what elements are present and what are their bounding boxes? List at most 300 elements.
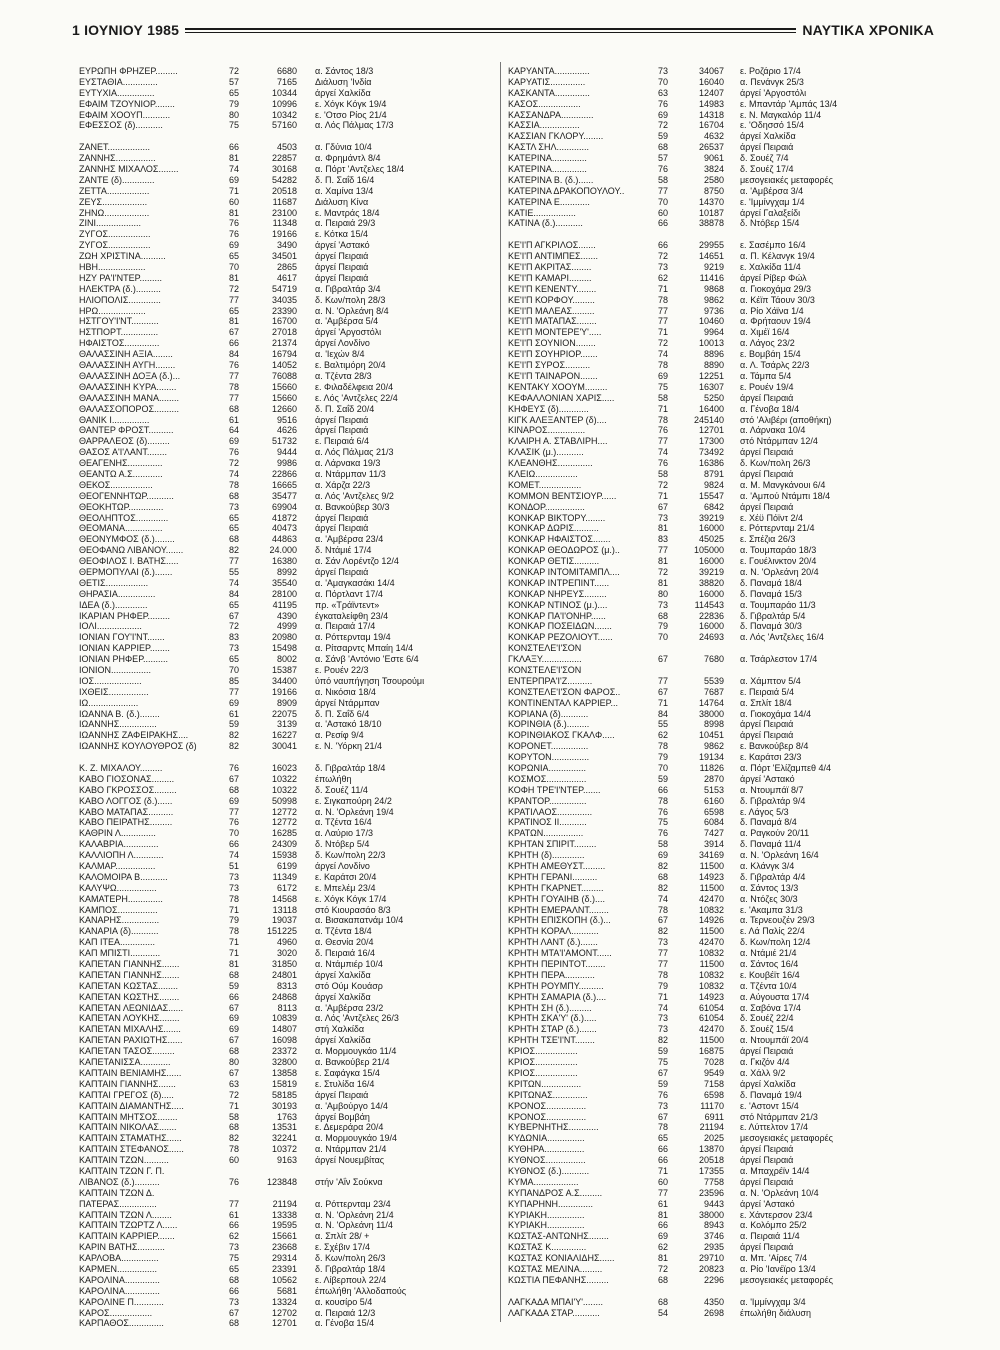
ship-tonnage: 8002 bbox=[276, 654, 297, 665]
ship-name: ΙΟΝΙΟΝ................ bbox=[79, 664, 152, 675]
ship-row bbox=[508, 1035, 933, 1046]
ship-row bbox=[508, 436, 933, 447]
ship-name: ΙΟΛΙ.................. bbox=[79, 621, 142, 632]
ship-row bbox=[79, 262, 494, 273]
ship-tonnage: 16307 bbox=[698, 381, 724, 392]
ship-row bbox=[508, 556, 933, 567]
ship-name: ΚΡΙΤΩΝΑΣ.............. bbox=[508, 1089, 588, 1100]
ship-name: ΚΟΝΤΙΝΕΝΤΑΛ ΚΑΡΡΙΕΡ... bbox=[508, 697, 618, 708]
ship-name: ΕΦΑΙΜ ΤΖΟΥΝΙΟΡ........ bbox=[79, 98, 175, 109]
ship-tonnage: 38878 bbox=[698, 218, 724, 229]
ship-location: ε. Πειραιά 5/4 bbox=[740, 686, 795, 697]
ship-year: 77 bbox=[658, 959, 669, 970]
ship-tonnage: 23100 bbox=[271, 207, 297, 218]
ship-name: ΚΡΑΤΙΛΑΟΣ.............. bbox=[508, 806, 593, 817]
ship-name: ΙΩΑΝΝΗΣ ΖΑΦΕΙΡΑΚΗΣ.... bbox=[79, 730, 189, 741]
ship-row bbox=[508, 513, 933, 524]
ship-year: 66 bbox=[658, 784, 669, 795]
ship-year: 63 bbox=[229, 1078, 240, 1089]
ship-location: α. Σάντος 16/4 bbox=[740, 959, 799, 970]
ship-tonnage: 42470 bbox=[698, 937, 724, 948]
ship-row bbox=[508, 861, 933, 872]
ship-name: ΚΥΠΑΝΔΡΟΣ Α.Σ......... bbox=[508, 1187, 603, 1198]
ship-location: α. Σάντος 18/3 bbox=[315, 66, 374, 76]
ship-name: ΚΑΡΜΕΝ................ bbox=[79, 1263, 158, 1274]
ship-tonnage: 6084 bbox=[703, 817, 724, 828]
ship-name: ΘΕΑΓΕΝΗΣ.............. bbox=[79, 458, 163, 469]
ship-name: ΚΑΠΤΑΙΝ ΝΙΚΟΛΑΣ....... bbox=[79, 1122, 177, 1133]
ship-row bbox=[79, 796, 494, 807]
ship-location: α. 'Αμπού Ντάμπι 18/4 bbox=[740, 490, 831, 501]
ship-year: 68 bbox=[658, 610, 669, 621]
ship-name: ΘΕΟΚΗΤΩΡ.............. bbox=[79, 501, 164, 512]
ship-year: 82 bbox=[658, 1035, 669, 1046]
ship-tonnage: 2580 bbox=[703, 174, 724, 185]
ship-tonnage: 9964 bbox=[703, 327, 724, 338]
ship-tonnage: 16040 bbox=[698, 76, 724, 87]
ship-row bbox=[79, 436, 494, 447]
ship-tonnage: 5153 bbox=[703, 784, 724, 795]
ship-location: άργεί Χαλκίδα bbox=[740, 131, 796, 142]
ship-name: ΚΛΑΣΙΚ (μ.)........... bbox=[508, 447, 584, 458]
ship-row bbox=[508, 338, 933, 349]
ship-location: α. Μορμουγκάο 11/4 bbox=[315, 1046, 397, 1057]
ship-row bbox=[508, 1101, 933, 1112]
ship-year: 65 bbox=[658, 1133, 669, 1144]
ship-year: 65 bbox=[229, 1263, 240, 1274]
ship-tonnage: 15547 bbox=[698, 490, 724, 501]
ship-row bbox=[508, 480, 933, 491]
ship-tonnage: 4632 bbox=[703, 131, 724, 142]
ship-row bbox=[79, 926, 494, 937]
ship-tonnage: 10832 bbox=[698, 904, 724, 915]
ship-tonnage: 3824 bbox=[703, 164, 724, 175]
ship-year: 59 bbox=[658, 773, 669, 784]
ship-tonnage: 151225 bbox=[266, 926, 297, 937]
ship-row bbox=[79, 425, 494, 436]
ship-name: ΚΕ'Ι'Π ΜΑΛΕΑΣ......... bbox=[508, 305, 595, 316]
ship-tonnage: 6598 bbox=[703, 1089, 724, 1100]
ship-year: 76 bbox=[658, 458, 669, 469]
ship-year: 71 bbox=[658, 697, 669, 708]
ship-year: 77 bbox=[229, 294, 240, 305]
ship-row bbox=[508, 730, 933, 741]
ship-location: α. Λός 'Αντζελες 26/3 bbox=[315, 1013, 399, 1024]
ship-name: ΚΑΛΟΜΟΙΡΑ Β........... bbox=[79, 871, 168, 882]
ship-tonnage: 19134 bbox=[698, 752, 724, 763]
ship-location: α. Σαβόνα 17/4 bbox=[740, 1002, 801, 1013]
ship-tonnage: 23391 bbox=[271, 1263, 297, 1274]
ship-tonnage: 9986 bbox=[276, 458, 297, 469]
ship-row bbox=[79, 338, 494, 349]
ship-name: ΚΕΝΤΑΚΥ ΧΟΟΥΜ......... bbox=[508, 381, 608, 392]
ship-row bbox=[79, 66, 494, 77]
ship-location: δ. Πειραιά 16/4 bbox=[315, 948, 376, 959]
ship-year: 71 bbox=[658, 1165, 669, 1176]
ship-row bbox=[508, 894, 933, 905]
ship-location: μεσογειακές μεταφορές bbox=[740, 1274, 833, 1285]
ship-tonnage: 11170 bbox=[700, 1100, 724, 1111]
ship-year: 66 bbox=[658, 1220, 669, 1231]
ship-name: ΚΑΛΜΑΡ................ bbox=[79, 861, 156, 872]
ship-tonnage: 10996 bbox=[271, 98, 297, 109]
ship-year: 81 bbox=[229, 959, 240, 970]
ship-row bbox=[508, 774, 933, 785]
ship-name: ΚΩΣΤΑΣ ΜΕΛΙΝΑ......... bbox=[508, 1263, 603, 1274]
ship-row bbox=[79, 970, 494, 981]
ship-tonnage: 19166 bbox=[271, 229, 297, 240]
ship-row bbox=[508, 632, 933, 643]
ship-row bbox=[79, 1297, 494, 1308]
ship-year: 62 bbox=[658, 272, 669, 283]
ship-location: δ. Κων/πολη 12/4 bbox=[740, 937, 811, 948]
ship-row bbox=[508, 175, 933, 186]
ship-year: 82 bbox=[658, 882, 669, 893]
ship-name: ΚΡΑΝΤΟΡ............... bbox=[508, 795, 587, 806]
ship-name: ΚΑΠΕΤΑΝ ΡΑΧΙΩΤΗΣ...... bbox=[79, 1035, 183, 1046]
ship-row bbox=[79, 807, 494, 818]
ship-name: ΚΑΠΤΑΙΝ ΤΖΩΝ Δ. bbox=[79, 1187, 155, 1198]
ship-location: α. Ντάμιέ 21/4 bbox=[740, 948, 797, 959]
ship-tonnage: 15661 bbox=[271, 1231, 297, 1242]
ship-location: ε. Γουέλινκτον 20/4 bbox=[740, 556, 817, 567]
ship-tonnage: 9549 bbox=[703, 1067, 724, 1078]
ship-name: ΘΑΛΑΣΣΙΝΗ ΜΑΝΑ........ bbox=[79, 392, 179, 403]
ship-year: 78 bbox=[658, 414, 669, 425]
ship-year: 76 bbox=[229, 1176, 240, 1187]
ship-location: α. Σπλίτ 28/ + bbox=[315, 1231, 370, 1242]
ship-row bbox=[79, 415, 494, 426]
ship-row bbox=[79, 621, 494, 632]
ship-name: ΚΡΗΤΗ ΑΜΕΘΥΣΤ......... bbox=[508, 861, 606, 872]
ship-name: ΘΕΡΜΟΠΥΛΑΙ (δ.)....... bbox=[79, 566, 173, 577]
ship-row bbox=[508, 719, 933, 730]
ship-tonnage: 9862 bbox=[703, 294, 724, 305]
ship-row bbox=[79, 469, 494, 480]
ship-name: ΚΟΝΚΑΡ ΙΝΤΡΕΠΙΝΤ...... bbox=[508, 577, 610, 588]
ship-name: ΙΟΝΙΑΝ ΡΗΦΕΡ.......... bbox=[79, 654, 169, 665]
ship-location: άργεί Χαλκίδα bbox=[315, 969, 371, 980]
ship-location: άργεί Πειραιά bbox=[315, 512, 369, 523]
ship-name: ΙΟΣ................... bbox=[79, 675, 142, 686]
ship-tonnage: 3490 bbox=[276, 240, 297, 251]
ship-location: ε. Ρόττερνταμ 21/4 bbox=[740, 523, 815, 534]
ship-year: 70 bbox=[658, 763, 669, 773]
ship-row bbox=[508, 1275, 933, 1286]
ship-name: ΚΕ'Ι'Π ΑΝΤΙΜΠΕΣ....... bbox=[508, 251, 599, 262]
ship-location: α. Ντάρμπαν 21/4 bbox=[315, 1144, 387, 1155]
ship-row bbox=[508, 110, 933, 121]
ship-name: ΚΑΣΟΣ................. bbox=[508, 98, 581, 109]
ship-location: έπωλήθη bbox=[315, 773, 352, 784]
ship-row bbox=[508, 1177, 933, 1188]
ship-year: 76 bbox=[658, 828, 669, 839]
ship-tonnage: 61054 bbox=[698, 1002, 724, 1013]
ship-location: α. Ντάμπιέρ 10/4 bbox=[315, 959, 383, 970]
ship-tonnage: 20518 bbox=[698, 1155, 724, 1166]
ship-year: 84 bbox=[229, 588, 240, 599]
ship-name: ΚΡΗΤΗ ΓΚΑΡΝΕΤ......... bbox=[508, 882, 604, 893]
ship-year: 72 bbox=[658, 338, 669, 349]
ship-location: άργεί Πειραιά bbox=[740, 392, 794, 403]
ship-tonnage: 8909 bbox=[276, 697, 297, 708]
ship-name: ΗΣΤΓΟΥ'Ι'ΝΤ........... bbox=[79, 316, 159, 327]
ship-row bbox=[79, 709, 494, 720]
ship-tonnage: 245140 bbox=[693, 414, 724, 425]
ship-year: 66 bbox=[658, 240, 669, 251]
ship-name: ΚΕ'Ι'Π ΜΑΤΑΠΑΣ........ bbox=[508, 316, 597, 327]
ship-location: Διάλυση 'Ινδία bbox=[315, 76, 372, 87]
ship-tonnage: 21194 bbox=[272, 1198, 297, 1209]
ship-name: ΙΚΑΡΙΑΝ ΡΗΦΕΡ......... bbox=[79, 610, 171, 621]
ship-name: ΚΡΑΤΙΝΟΣ ΙΙ........... bbox=[508, 817, 587, 828]
ship-tonnage: 10839 bbox=[271, 1013, 297, 1024]
ship-name: ΚΑΡΠΑΘΟΣ.............. bbox=[79, 1318, 164, 1329]
ship-location: α. Λάγος 23/2 bbox=[740, 338, 795, 349]
ship-tonnage: 10013 bbox=[698, 338, 724, 349]
ship-tonnage: 10344 bbox=[271, 87, 297, 98]
ship-name: ΚΑΠΤΑΙΝ ΓΙΑΝΝΗΣ....... bbox=[79, 1078, 176, 1089]
ship-location: άργεί Χαλκίδα bbox=[315, 991, 371, 1002]
ship-name: ΚΕ'Ι'Π ΣΟΥΗΡΙΟΡ....... bbox=[508, 349, 598, 360]
ship-year: 71 bbox=[229, 185, 240, 196]
ship-tonnage: 19166 bbox=[271, 686, 297, 697]
ship-year: 68 bbox=[229, 490, 240, 501]
ship-location: δ. Κων/πολη 26/3 bbox=[740, 458, 811, 469]
ship-name: ΕΦΑΙΜ ΧΟΟΥΠ........... bbox=[79, 109, 171, 120]
ship-tonnage: 30168 bbox=[271, 164, 297, 175]
ship-row bbox=[79, 883, 494, 894]
ship-row bbox=[508, 1122, 933, 1133]
ship-location: α. Πόρτ 'Ελίζαμπεθ 4/4 bbox=[740, 763, 831, 773]
ship-location: α. Μ. Μανγκάνουι 6/4 bbox=[740, 479, 826, 490]
ship-location: άργεί Πειραιά bbox=[315, 523, 369, 534]
ship-location: α. Γδύνια 10/4 bbox=[315, 142, 372, 153]
ship-location: άργεί 'Αργοστόλι bbox=[740, 87, 807, 98]
ship-name: ΚΟΣΜΟΣ................ bbox=[508, 773, 587, 784]
ship-row bbox=[508, 698, 933, 709]
ship-location: άργεί Πειραιά bbox=[740, 142, 794, 153]
ship-tonnage: 9862 bbox=[703, 741, 724, 752]
ship-location: δ. Σουέζ 22/4 bbox=[740, 1013, 794, 1024]
ship-year: 61 bbox=[229, 1209, 240, 1220]
ship-location: α. Τουμπαράο 11/3 bbox=[740, 599, 816, 610]
ship-year: 81 bbox=[229, 316, 240, 327]
ship-tonnage: 34169 bbox=[698, 850, 724, 861]
ship-row bbox=[508, 643, 933, 654]
ship-row bbox=[508, 458, 933, 469]
ship-name: ΘΕΟΦΑΝΩ ΛΙΒΑΝΟΥ....... bbox=[79, 545, 184, 556]
ship-year: 81 bbox=[658, 556, 669, 567]
ship-year: 75 bbox=[229, 120, 240, 131]
ship-year: 78 bbox=[658, 294, 669, 305]
ship-location: άργεί Γαλαξείδι bbox=[740, 207, 801, 218]
ship-name: ΚΑΡΟΛΙΝΕ Π............ bbox=[79, 1296, 164, 1307]
ship-year: 65 bbox=[229, 599, 240, 610]
ship-row bbox=[508, 1046, 933, 1057]
ship-location: α. 'Αμβέρσα 23/4 bbox=[315, 534, 384, 545]
ship-location: α. Πόρτλαντ 17/4 bbox=[315, 588, 383, 599]
ship-location: δ. Γιβραλτάρ 5/4 bbox=[740, 610, 806, 621]
ship-row bbox=[508, 1090, 933, 1101]
ship-tonnage: 19595 bbox=[271, 1220, 297, 1231]
ship-location: άργεί Πειραιά bbox=[740, 1176, 794, 1187]
ship-year: 77 bbox=[229, 392, 240, 403]
ship-tonnage: 41872 bbox=[271, 512, 297, 523]
ship-name: ΚΑΡΥΑΝΤΑ.............. bbox=[508, 66, 590, 76]
ship-row bbox=[508, 1013, 933, 1024]
ship-row bbox=[79, 1231, 494, 1242]
ship-year: 62 bbox=[658, 1242, 669, 1253]
ship-location: α. 'Αστακό 18/10 bbox=[315, 719, 382, 730]
ship-year: 76 bbox=[658, 164, 669, 175]
ship-year: 73 bbox=[658, 1100, 669, 1111]
ship-list-right-column bbox=[508, 66, 933, 1318]
ship-row bbox=[79, 1188, 494, 1199]
ship-location: α. Ραγκούν 20/11 bbox=[740, 828, 810, 839]
ship-name: ΚΡΗΤΗ ΣΑΜΑΡΙΑ (δ.).... bbox=[508, 991, 607, 1002]
ship-year: 70 bbox=[229, 262, 240, 273]
ship-name: ΖΕΥΣ.................. bbox=[79, 196, 148, 207]
ship-year: 64 bbox=[229, 425, 240, 436]
ship-year: 67 bbox=[658, 686, 669, 697]
ship-tonnage: 16227 bbox=[271, 730, 297, 741]
ship-location: α. Ν. 'Ορλεάνη 16/4 bbox=[740, 850, 819, 861]
ship-row bbox=[508, 218, 933, 229]
ship-row bbox=[508, 1253, 933, 1264]
ship-tonnage: 44863 bbox=[271, 534, 297, 545]
ship-tonnage: 9868 bbox=[703, 283, 724, 294]
ship-year: 78 bbox=[229, 926, 240, 937]
ship-location: α. Χιμέϊ 16/4 bbox=[740, 327, 790, 338]
ship-year: 73 bbox=[658, 1013, 669, 1024]
ship-location: Διάλυση Κίνα bbox=[315, 196, 369, 207]
ship-location: ε. Στυλίδα 16/4 bbox=[315, 1078, 375, 1089]
ship-location: α. Μπ. 'Αίρες 7/4 bbox=[740, 1253, 808, 1264]
ship-name: ΚΕ'Ι'Π ΤΑΙΝΑΡΟΝ....... bbox=[508, 370, 598, 381]
ship-year: 82 bbox=[658, 926, 669, 937]
ship-tonnage: 15938 bbox=[271, 850, 297, 861]
ship-location: άργεί Χαλκίδα bbox=[315, 87, 371, 98]
ship-location: άργεί Ντάρμπαν bbox=[315, 697, 380, 708]
ship-tonnage: 13338 bbox=[271, 1209, 297, 1220]
ship-tonnage: 8992 bbox=[276, 566, 297, 577]
ship-tonnage: 57160 bbox=[271, 120, 297, 131]
ship-tonnage: 14764 bbox=[698, 697, 724, 708]
ship-tonnage: 21374 bbox=[271, 338, 297, 349]
ship-location: α. Γιοκοχάμα 29/3 bbox=[740, 283, 812, 294]
ship-tonnage: 16704 bbox=[698, 120, 724, 131]
ship-name: ΚΑΠΕΤΑΝ ΓΙΑΝΝΗΣ....... bbox=[79, 959, 180, 970]
ship-location: δ. Κων/πολη 22/3 bbox=[315, 850, 386, 861]
ship-location: α. Βανκούβερ 21/4 bbox=[315, 1057, 390, 1068]
ship-year: 68 bbox=[658, 1274, 669, 1285]
ship-tonnage: 26537 bbox=[698, 142, 724, 153]
ship-row bbox=[79, 654, 494, 665]
ship-row bbox=[508, 763, 933, 774]
ship-year: 66 bbox=[658, 1155, 669, 1166]
ship-name: ΚΩΣΤΑΣ-ΑΝΤΩΝΗΣ........ bbox=[508, 1231, 609, 1242]
ship-year: 82 bbox=[229, 1133, 240, 1144]
ship-name: ΚΡΗΤΗ ΓΕΡΑΝΙ.......... bbox=[508, 871, 598, 882]
ship-location: α. Ν. 'Ορλεάνη 21/4 bbox=[315, 1209, 394, 1220]
ship-row bbox=[79, 774, 494, 785]
ship-location: α. 'Ιμμίνγχαμ 3/4 bbox=[740, 1296, 806, 1307]
ship-tonnage: 6160 bbox=[703, 795, 724, 806]
ship-tonnage: 11348 bbox=[272, 218, 297, 229]
ship-year: 58 bbox=[658, 392, 669, 403]
ship-year: 75 bbox=[658, 381, 669, 392]
ship-year: 69 bbox=[658, 370, 669, 381]
ship-tonnage: 24.000 bbox=[269, 545, 297, 556]
ship-tonnage: 3914 bbox=[703, 839, 724, 850]
ship-row bbox=[79, 513, 494, 524]
ship-location: άργεί 'Αστακό bbox=[740, 773, 795, 784]
ship-row bbox=[79, 371, 494, 382]
ship-tonnage: 14923 bbox=[698, 991, 724, 1002]
ship-row bbox=[508, 240, 933, 251]
ship-location: ε. Χόγκ Κόγκ 19/4 bbox=[315, 98, 387, 109]
ship-tonnage: 11826 bbox=[699, 763, 724, 773]
ship-year: 60 bbox=[229, 1155, 240, 1166]
ship-location: άργεί Πειραιά bbox=[315, 251, 369, 262]
ship-name: ΚΑΠΕΤΑΝΙΣΣΑ............ bbox=[79, 1057, 171, 1068]
ship-year: 71 bbox=[658, 991, 669, 1002]
ship-name: ΚΑΤΕΡΙΝΑ.............. bbox=[508, 153, 587, 164]
ship-tonnage: 31850 bbox=[271, 959, 297, 970]
ship-tonnage: 10562 bbox=[271, 1274, 297, 1285]
ship-year: 58 bbox=[658, 839, 669, 850]
ship-year: 65 bbox=[229, 305, 240, 316]
ship-row bbox=[508, 1112, 933, 1123]
ship-name: ΚΑΠΤΑΙΝ ΔΙΑΜΑΝΤΗΣ..... bbox=[79, 1100, 184, 1111]
ship-tonnage: 2025 bbox=[703, 1133, 724, 1144]
ship-year: 78 bbox=[658, 360, 669, 371]
ship-name: ΚΕ'Ι'Π ΑΚΡΙΤΑΣ........ bbox=[508, 262, 592, 273]
ship-year: 70 bbox=[229, 664, 240, 675]
ship-row bbox=[508, 469, 933, 480]
ship-row bbox=[79, 208, 494, 219]
ship-location: ε. 'Οτσο Ρίος 21/4 bbox=[315, 109, 387, 120]
ship-name: ΗΒΗ................... bbox=[79, 262, 146, 273]
ship-tonnage: 15387 bbox=[271, 664, 297, 675]
ship-row bbox=[79, 894, 494, 905]
ship-row bbox=[79, 676, 494, 687]
ship-year: 70 bbox=[229, 828, 240, 839]
ship-tonnage: 19037 bbox=[271, 915, 297, 926]
ship-location: ε. Λίβερπουλ 22/4 bbox=[315, 1274, 387, 1285]
ship-year: 78 bbox=[229, 1144, 240, 1155]
ship-location: α. Πειραιά 11/4 bbox=[740, 1231, 800, 1242]
ship-tonnage: 11500 bbox=[699, 926, 724, 937]
ship-tonnage: 24868 bbox=[271, 991, 297, 1002]
ship-year: 68 bbox=[658, 142, 669, 153]
ship-year: 70 bbox=[658, 196, 669, 207]
ship-tonnage: 10832 bbox=[698, 969, 724, 980]
ship-name: ΚΗΦΕΥΣ (δ)............ bbox=[508, 403, 589, 414]
ship-year: 79 bbox=[229, 98, 240, 109]
ship-year: 73 bbox=[658, 512, 669, 523]
ship-row bbox=[508, 425, 933, 436]
ship-location: α. Γκιζόν 4/4 bbox=[740, 1057, 790, 1068]
ship-name: ΘΑΛΑΣΣΟΠΟΡΟΣ.......... bbox=[79, 403, 180, 414]
ship-row bbox=[508, 523, 933, 534]
ship-row bbox=[508, 1220, 933, 1231]
ship-name: ΚΑΛΛΙΟΠΗ Λ............ bbox=[79, 850, 164, 861]
ship-name: ΚΑΠΤΑΙΝ ΤΖΩΝ Γ. Π. bbox=[79, 1165, 165, 1176]
ship-year: 77 bbox=[658, 1187, 669, 1198]
ship-name: ΘΗΡΑΣΙΑ............... bbox=[79, 588, 156, 599]
